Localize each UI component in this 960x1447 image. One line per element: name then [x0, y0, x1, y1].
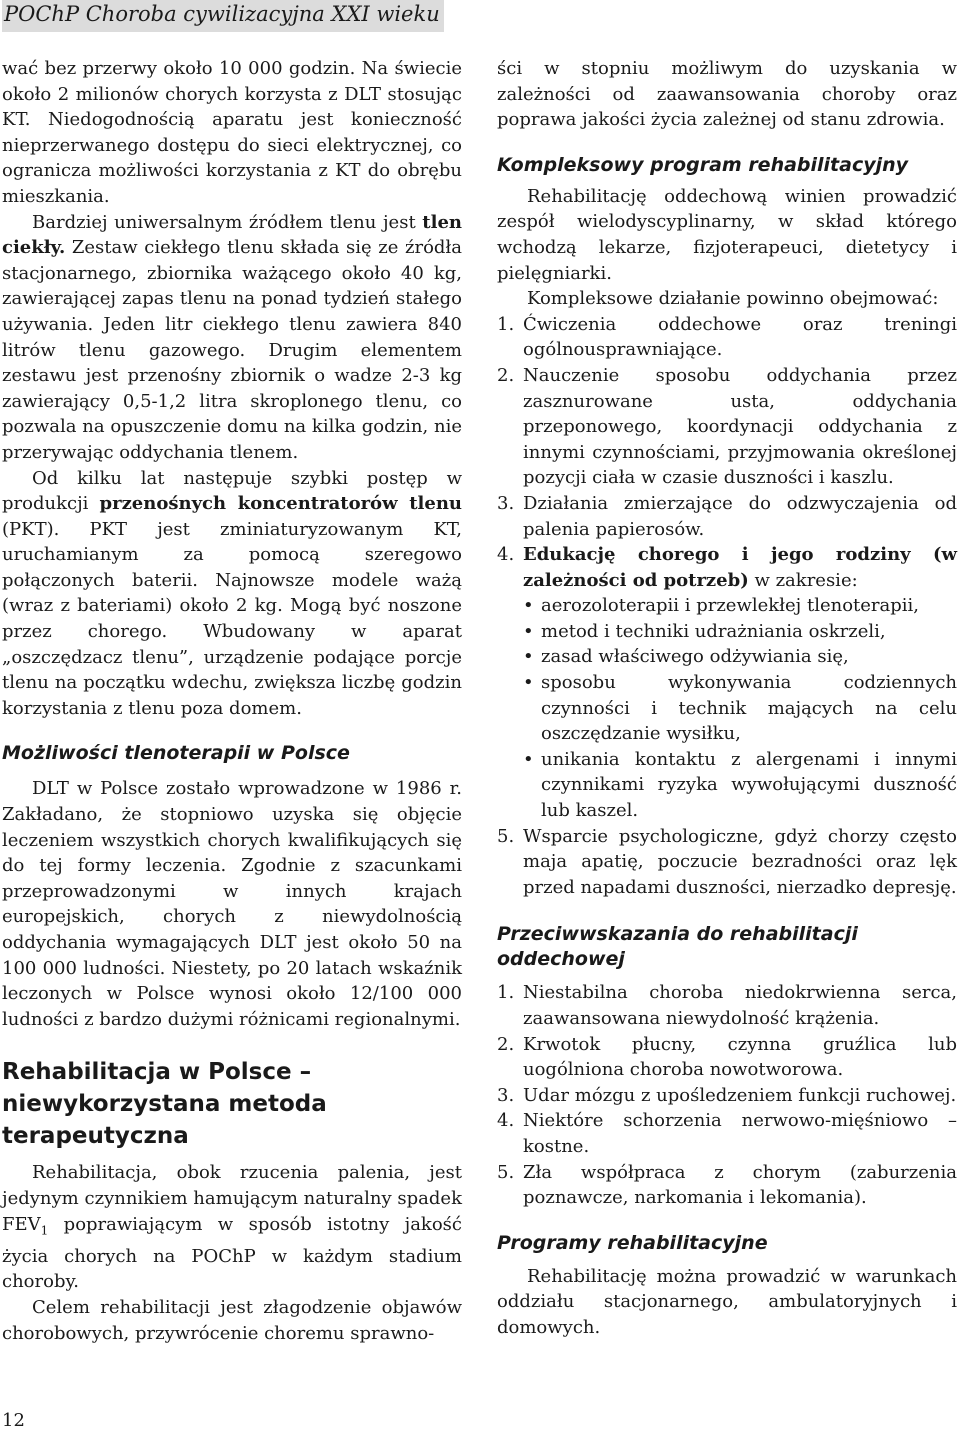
- text-run: (PKT). PKT jest zminiaturyzowanym KT, uruchamianym za pomocą szeregowo połączonych baterii. Najnowsze modele ważą (wraz z bateriami) około 2 kg. Mogą być noszone przez chorego. Wbudowany w aparat „oszczędzacz tlenu”, urządzenie podające porcje tlenu na początku wdechu, zwiększa liczbę godzin korzystania z tlenu poza domem.: [2, 518, 462, 719]
- paragraph: Rehabilitację można prowadzić w warunkach oddziału stacjonarnego, ambulatoryjnych i domowych.: [497, 1265, 957, 1338]
- running-header-title: POChP Choroba cywilizacyjna XXI wieku: [4, 2, 440, 26]
- list-text: [523, 542, 957, 593]
- subscript: 1: [40, 1223, 49, 1238]
- list-number: 2.: [497, 364, 515, 386]
- bullet-text: aerozoloterapii i przewlekłej tlenoterapii,: [541, 595, 920, 617]
- numbered-list: [497, 824, 957, 901]
- list-item: [497, 980, 957, 1031]
- list-number: 2.: [497, 1033, 515, 1055]
- bullet-list: [523, 593, 957, 823]
- list-item: [497, 491, 957, 542]
- list-number: 5.: [497, 1161, 515, 1183]
- bold-term: Edukację chorego i jego rodziny (w zależności od potrzeb): [523, 544, 957, 591]
- section-heading: Możliwości tlenoterapii w Polsce: [2, 742, 350, 765]
- list-number: 3.: [497, 492, 515, 514]
- list-item: [497, 1083, 957, 1109]
- list-text: Krwotok płucny, czynna gruźlica lub uogólniona choroba nowotworowa.: [523, 1033, 957, 1081]
- bold-term: tlen ciekły.: [2, 211, 462, 259]
- list-text: Nauczenie sposobu oddychania przez zasznurowane usta, oddychania przeponowego, koordynacji oddychania z innymi czynnościami, przyjmowania określonej pozycji ciała w czasie duszności i kaszlu.: [523, 364, 957, 489]
- numbered-list: [497, 980, 957, 1210]
- paragraph: [2, 1160, 462, 1295]
- heading-line: terapeutyczna: [2, 1123, 189, 1150]
- text-run: poprawiającym w sposób istotny jakość życia chorych na POChP w każdym stadium choroby.: [2, 1213, 462, 1293]
- list-item: [497, 312, 957, 363]
- list-item: [497, 1032, 957, 1083]
- bullet-item: [523, 670, 957, 747]
- list-number: 1.: [497, 982, 515, 1004]
- paragraph: ści w stopniu możliwym do uzyskania w zależności od zaawansowania choroby oraz poprawa jakości życia zależnej od stanu zdrowia.: [497, 58, 957, 131]
- bold-term: przenośnych koncentratorów tlenu: [99, 493, 462, 515]
- heading-line: Przeciwwskazania do rehabilitacji: [497, 923, 858, 946]
- bullet-item: [523, 593, 957, 619]
- list-item: [497, 542, 957, 593]
- list-text: Działania zmierzające do odzwyczajenia od palenia papierosów.: [523, 492, 957, 540]
- list-number: 1.: [497, 313, 515, 335]
- list-text: Niektóre schorzenia nerwowo-mięśniowo – kostne.: [523, 1110, 957, 1157]
- list-item: [497, 1160, 957, 1211]
- bullet-icon: •: [523, 646, 534, 668]
- list-text: Niestabilna choroba niedokrwienna serca, zaawansowana niewydolność krążenia.: [523, 982, 957, 1029]
- list-text: Wsparcie psychologiczne, gdyż chorzy często maja apatię, poczucie bezradności oraz lęk przed napadami duszności, nierzadko depresję.: [523, 825, 957, 898]
- text-run: w zakresie:: [748, 569, 858, 591]
- page-number: 12: [2, 1410, 25, 1431]
- text-run: Od kilku lat następuje szybki postęp w produkcji: [2, 467, 462, 515]
- paragraph: Rehabilitację oddechową winien prowadzić zespół wielodyscyplinarny, w skład którego wchodzą lekarze, fizjoterapeuci, dietetycy i pielęgniarki.: [497, 185, 957, 284]
- section-heading: Programy rehabilitacyjne: [497, 1231, 768, 1254]
- list-number: 5.: [497, 825, 515, 847]
- bullet-text: metod i techniki udrażniania oskrzeli,: [541, 620, 886, 642]
- running-header: [2, 0, 444, 32]
- numbered-list: [497, 312, 957, 594]
- bullet-text: zasad właściwego odżywiania się,: [541, 646, 849, 668]
- heading-line: Rehabilitacja w Polsce –: [2, 1059, 312, 1086]
- list-number: 4.: [497, 544, 515, 566]
- text-run: Rehabilitacja, obok rzucenia palenia, jest jedynym czynnikiem hamującym naturalny spadek FEV: [2, 1162, 462, 1235]
- bullet-item: [523, 644, 957, 670]
- paragraph: DLT w Polsce zostało wprowadzone w 1986 r. Zakładano, że stopniowo uzyska się objęcie leczeniem wszystkich chorych kwalifikujących się do tej formy leczenia. Zgodnie z szacunkami przeprowadzonymi w innych krajach europejskich, chorych z niewydolnością oddychania wymagających DLT jest około 50 na 100 000 ludności. Niestety, po 20 latach wskaźnik leczonych w Polsce wynosi około 12/100 000 ludności z bardzo dużymi różnicami regionalnymi.: [2, 778, 462, 1030]
- right-column: [497, 56, 957, 1341]
- paragraph: [2, 210, 462, 466]
- left-column: [2, 56, 462, 1346]
- list-item: [497, 363, 957, 491]
- list-text: Zła współpraca z chorym (zaburzenia poznawcze, narkomania i lekomania).: [523, 1161, 957, 1209]
- bullet-text: sposobu wykonywania codziennych czynności i technik mających na celu oszczędzanie wysiłku,: [541, 672, 957, 745]
- bullet-icon: •: [523, 595, 534, 617]
- bullet-icon: •: [523, 620, 534, 642]
- list-text: Ćwiczenia oddechowe oraz treningi ogólnousprawniające.: [523, 313, 957, 361]
- list-text: Udar mózgu z upośledzeniem funkcji ruchowej.: [523, 1084, 957, 1106]
- list-item: [497, 824, 957, 901]
- paragraph: [2, 466, 462, 722]
- list-number: 4.: [497, 1110, 515, 1132]
- bullet-item: [523, 747, 957, 824]
- bullet-icon: •: [523, 748, 534, 770]
- heading-line: oddechowej: [497, 948, 625, 971]
- paragraph: wać bez przerwy około 10 000 godzin. Na świecie około 2 milionów chorych korzysta z DLT stosując KT. Niedogodnością aparatu jest konieczność nieprzerwanego dostępu do sieci elektrycznej, co ogranicza możliwości korzystania z KT do obrębu mieszkania.: [2, 58, 462, 207]
- section-heading: Kompleksowy program rehabilitacyjny: [497, 153, 909, 176]
- bullet-icon: •: [523, 672, 534, 694]
- bullet-text: unikania kontaktu z alergenami i innymi czynnikami ryzyka wywołującymi duszność lub kaszel.: [541, 748, 957, 822]
- text-run: Zestaw ciekłego tlenu składa się ze źródła stacjonarnego, zbiornika ważącego około 40 kg, zawierającej zapas tlenu na ponad tydzień stałego używania. Jeden litr ciekłego tlenu zawiera 840 litrów tlenu gazowego. Drugim elementem zestawu jest przenośny zbiornik o wadze 2-3 kg zawierający 0,5-1,2 litra skroplonego tlenu, co pozwala na opuszczenie domu na kilka godzin, nie przerywając oddychania tlenem.: [2, 237, 462, 463]
- bullet-item: [523, 619, 957, 645]
- section-heading: [2, 1056, 462, 1152]
- list-item: [497, 1108, 957, 1159]
- paragraph: Celem rehabilitacji jest złagodzenie objawów chorobowych, przywrócenie choremu sprawno-: [2, 1296, 462, 1344]
- section-heading: [497, 922, 957, 972]
- paragraph: Kompleksowe działanie powinno obejmować:: [527, 288, 939, 310]
- list-number: 3.: [497, 1084, 515, 1106]
- text-run: Bardziej uniwersalnym źródłem tlenu jest: [32, 211, 423, 233]
- heading-line: niewykorzystana metoda: [2, 1091, 327, 1118]
